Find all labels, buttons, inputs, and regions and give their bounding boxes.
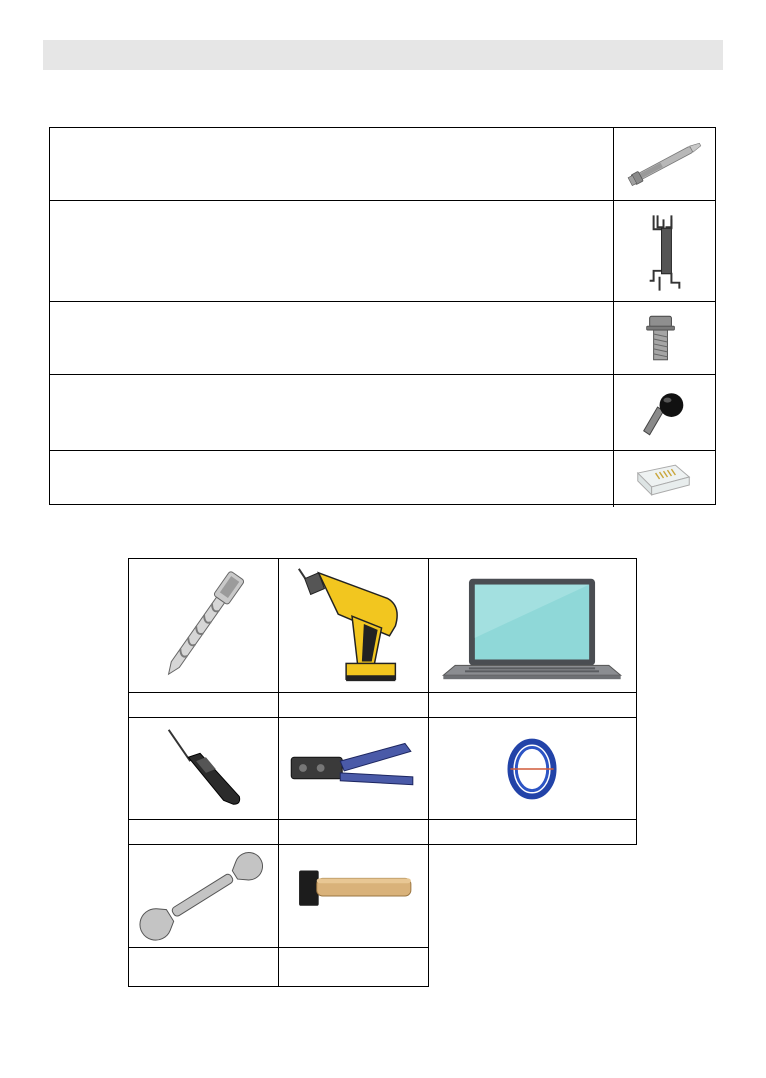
tool-image-cell (128, 844, 279, 948)
section-header-bar (43, 40, 723, 70)
tool-label-drill-bit (128, 692, 279, 718)
parts-row (50, 374, 715, 451)
key-icon (614, 375, 715, 451)
tool-image-cell (428, 717, 637, 820)
hex-screw-icon (614, 302, 715, 375)
part-description (50, 302, 614, 375)
part-description (50, 201, 614, 302)
drill-bit-icon (129, 559, 278, 692)
tool-label-network-cable (428, 819, 637, 845)
part-description (50, 128, 614, 200)
tool-label-cordless-drill (278, 692, 429, 718)
anchor-bolt-icon (614, 128, 715, 200)
network-cable-icon (429, 718, 636, 819)
tool-label-crimping-tool (278, 819, 429, 845)
tool-image-cell (278, 844, 429, 948)
part-description (50, 451, 614, 507)
wrench-icon (129, 845, 278, 947)
crimping-tool-icon (279, 718, 428, 819)
parts-row (50, 128, 715, 200)
parts-row (50, 301, 715, 375)
parts-table (49, 127, 716, 505)
tool-label-laptop (428, 692, 637, 718)
rj45-connector-icon (614, 451, 715, 507)
parts-row (50, 450, 715, 507)
tool-label-hammer (278, 947, 429, 987)
tool-image-cell (278, 717, 429, 820)
tool-label-screwdriver (128, 819, 279, 845)
hammer-icon (279, 845, 428, 947)
part-description (50, 375, 614, 451)
screwdriver-icon (129, 718, 278, 819)
tool-image-cell (278, 558, 429, 693)
tool-image-cell (128, 558, 279, 693)
tool-image-cell (128, 717, 279, 820)
tool-image-cell (428, 558, 637, 693)
bracket-icon (614, 201, 715, 302)
tool-label-wrench (128, 947, 279, 987)
cordless-drill-icon (279, 559, 428, 692)
laptop-icon (429, 559, 636, 692)
parts-row (50, 200, 715, 302)
